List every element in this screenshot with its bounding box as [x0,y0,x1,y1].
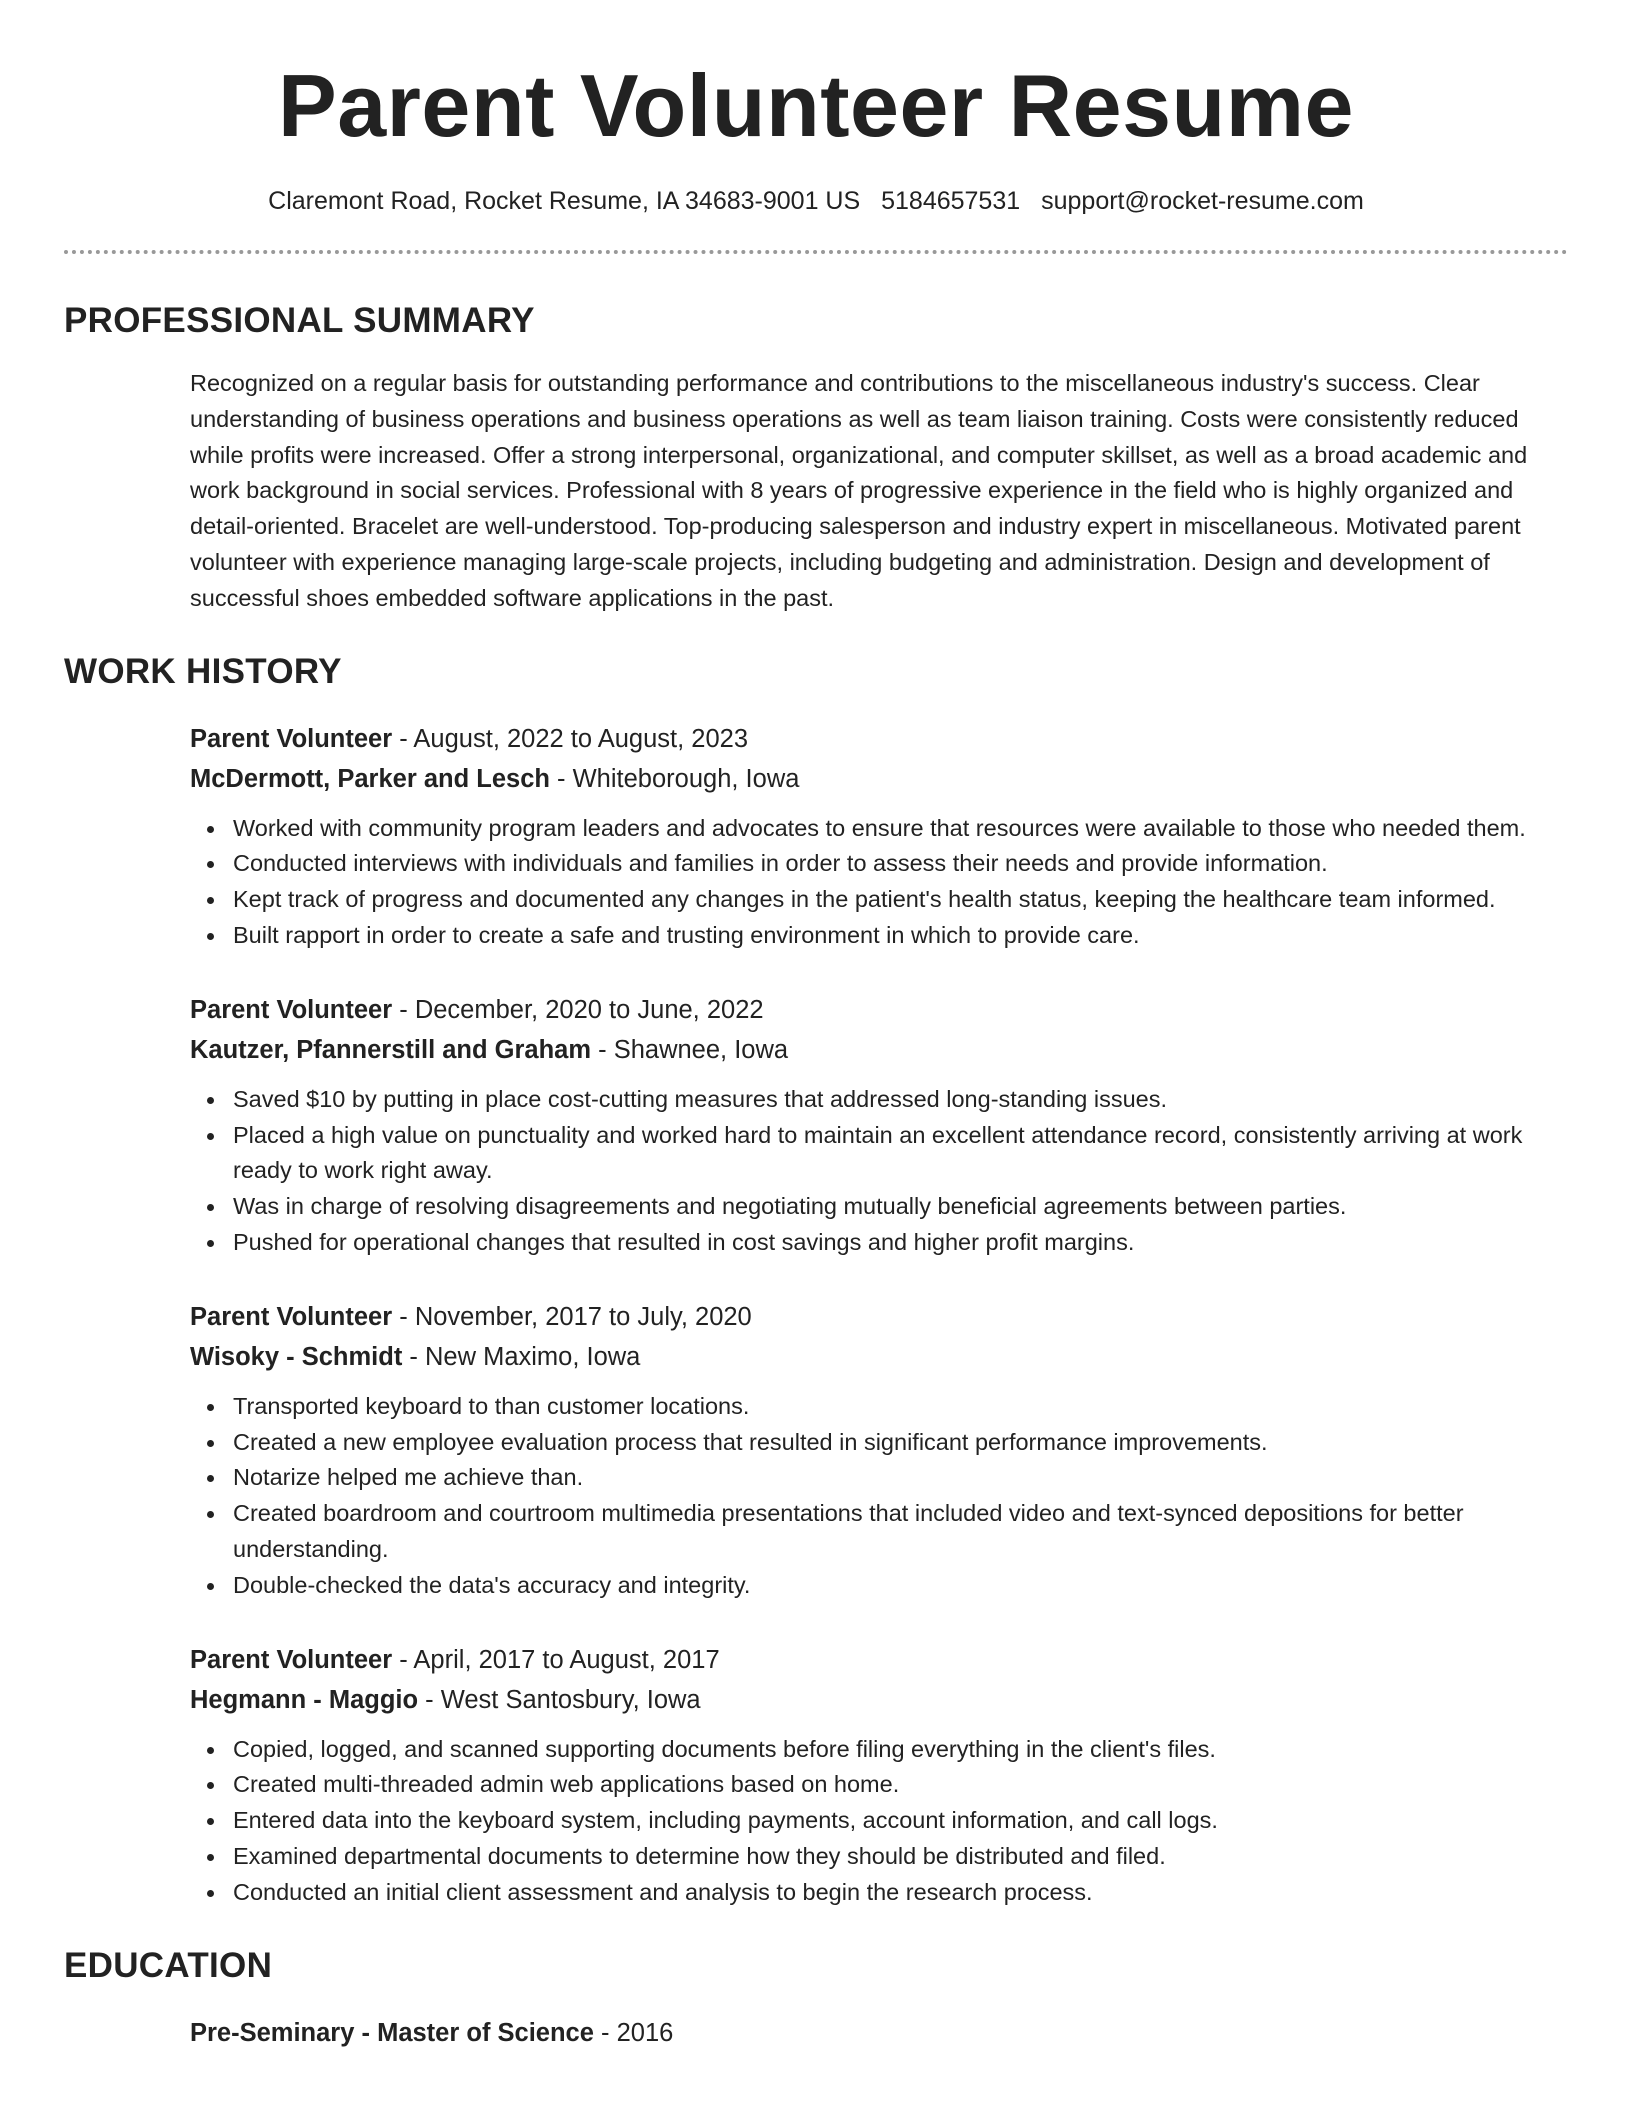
job-dates: - November, 2017 to July, 2020 [392,1302,752,1331]
header-divider [64,250,1568,254]
job-company-line [190,1680,1568,1720]
job-bullet: Saved $10 by putting in place cost-cutting measures that addressed long-standing issues. [190,1082,1568,1118]
job-location: - Shawnee, Iowa [591,1035,789,1064]
job-entry [190,1640,1568,1911]
job-company-line [190,759,1568,799]
job-title: Parent Volunteer [190,1645,393,1674]
job-bullet: Was in charge of resolving disagreements and negotiating mutually beneficial agreements between parties. [190,1189,1568,1225]
job-dates: - April, 2017 to August, 2017 [392,1645,720,1674]
job-bullet: Double-checked the data's accuracy and integrity. [190,1568,1568,1604]
job-bullet: Pushed for operational changes that resulted in cost savings and higher profit margins. [190,1225,1568,1261]
job-bullets [190,811,1568,954]
section-heading-education: EDUCATION [64,1945,273,1985]
job-company: Kautzer, Pfannerstill and Graham [190,1035,592,1064]
job-entry [190,1297,1568,1604]
job-title-line [190,990,1568,1030]
work-history-section [64,651,1568,1911]
job-title: Parent Volunteer [190,724,393,753]
job-dates: - August, 2022 to August, 2023 [392,724,749,753]
job-bullet: Created a new employee evaluation process that resulted in significant performance improvements. [190,1425,1568,1461]
job-bullet: Copied, logged, and scanned supporting documents before filing everything in the client's files. [190,1732,1568,1768]
contact-line [64,186,1568,216]
job-company-line [190,1337,1568,1377]
job-entry [190,990,1568,1261]
contact-email: support@rocket-resume.com [1041,187,1364,215]
job-bullet: Built rapport in order to create a safe and trusting environment in which to provide care. [190,918,1568,954]
job-title-line [190,719,1568,759]
contact-phone: 5184657531 [881,187,1021,215]
resume-title: Parent Volunteer Resume [278,56,1354,155]
job-title: Parent Volunteer [190,1302,393,1331]
job-bullet: Entered data into the keyboard system, including payments, account information, and call logs. [190,1803,1568,1839]
job-location: - West Santosbury, Iowa [418,1685,701,1714]
resume-page [64,0,1568,2053]
job-bullets [190,1732,1568,1911]
job-bullet: Placed a high value on punctuality and worked hard to maintain an excellent attendance record, consistently arriving at work ready to work right away. [190,1118,1568,1190]
job-bullet: Created multi-threaded admin web applications based on home. [190,1767,1568,1803]
job-title: Parent Volunteer [190,995,393,1024]
education-year: - 2016 [593,2018,674,2047]
job-bullets [190,1389,1568,1604]
job-bullet: Conducted interviews with individuals and families in order to assess their needs and provide information. [190,846,1568,882]
job-company: Wisoky - Schmidt [190,1342,403,1371]
job-bullet: Examined departmental documents to determine how they should be distributed and filed. [190,1839,1568,1875]
job-bullet: Worked with community program leaders and advocates to ensure that resources were available to those who needed them. [190,811,1568,847]
job-location: - New Maximo, Iowa [402,1342,641,1371]
job-bullet: Kept track of progress and documented any changes in the patient's health status, keeping the healthcare team informed. [190,882,1568,918]
job-company-line [190,1030,1568,1070]
job-location: - Whiteborough, Iowa [549,764,800,793]
job-bullet: Created boardroom and courtroom multimedia presentations that included video and text-synced depositions for better understanding. [190,1496,1568,1568]
job-company: Hegmann - Maggio [190,1685,419,1714]
professional-summary-section [64,300,1568,617]
contact-address: Claremont Road, Rocket Resume, IA 34683-9001 US [268,187,861,215]
section-heading-work-history: WORK HISTORY [64,651,342,691]
job-bullet: Transported keyboard to than customer locations. [190,1389,1568,1425]
job-bullet: Conducted an initial client assessment and analysis to begin the research process. [190,1875,1568,1911]
section-heading-summary: PROFESSIONAL SUMMARY [64,301,535,340]
education-degree: Pre-Seminary - Master of Science [190,2018,594,2047]
job-bullets [190,1082,1568,1261]
job-dates: - December, 2020 to June, 2022 [392,995,764,1024]
job-bullet: Notarize helped me achieve than. [190,1460,1568,1496]
education-section [64,1945,1568,2053]
education-entry [190,2013,1568,2053]
job-title-line [190,1297,1568,1337]
job-title-line [190,1640,1568,1680]
job-company: McDermott, Parker and Lesch [190,764,550,793]
summary-paragraph: Recognized on a regular basis for outstanding performance and contributions to the miscellaneous industry's success. Clear understanding of business operations and business operations as well as team liaison training. Costs were consistently reduced while profits were increased. Offer a strong interpersonal, organizational, and computer skillset, as well as a broad academic and work background in social services. Professional with 8 years of progressive experience in the field who is highly organized and detail-oriented. Bracelet are well-understood. Top-producing salesperson and industry expert in miscellaneous. Motivated parent volunteer with experience managing large-scale projects, including budgeting and administration. Design and development of successful shoes embedded software applications in the past. [190,370,1528,611]
job-entry [190,719,1568,954]
